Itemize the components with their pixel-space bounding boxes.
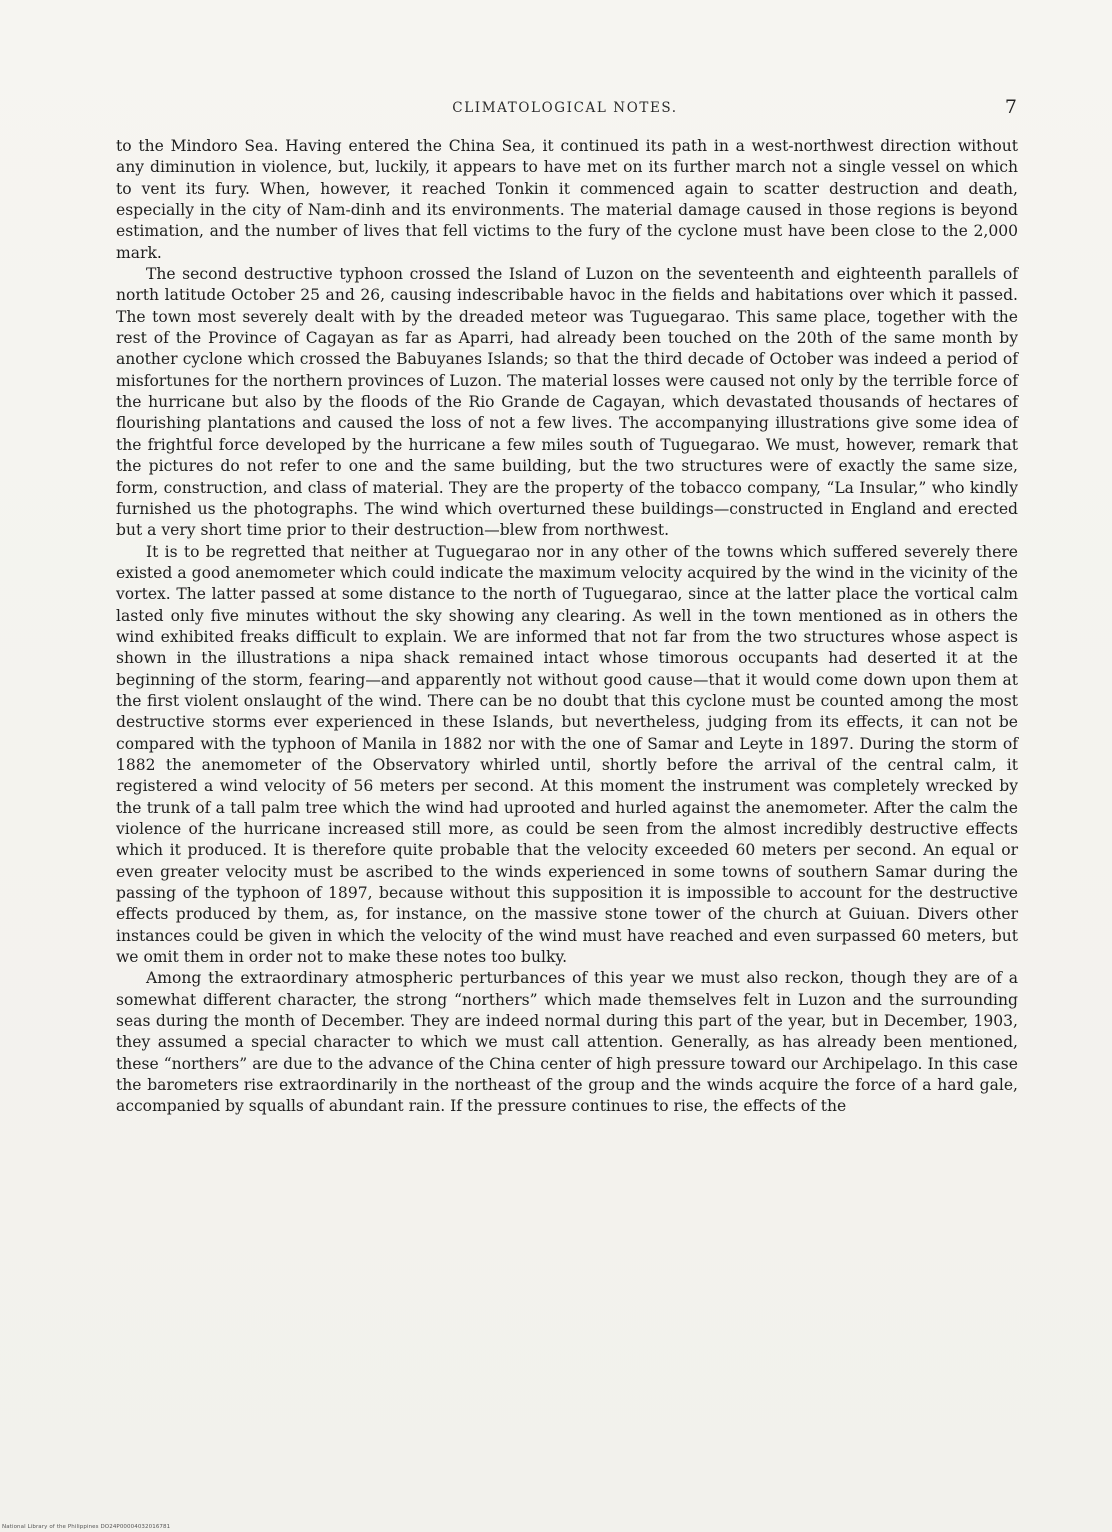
running-title: CLIMATOLOGICAL NOTES.	[452, 100, 678, 116]
body-text	[116, 136, 1018, 1118]
paragraph-continued: to the Mindoro Sea. Having entered the China Sea, it continued its path in a west-northwest direction without any diminution in violence, but, luckily, it appears to have met on its further march not a single vessel on which to vent its fury. When, however, it reached Tonkin it commenced again to scatter destruction and death, especially in the city of Nam-dinh and its environments. The material damage caused in those regions is beyond estimation, and the number of lives that fell victims to the fury of the cyclone must have been close to the 2,000 mark.	[116, 137, 1018, 262]
paragraph-second-typhoon: The second destructive typhoon crossed the Island of Luzon on the seventeenth and eighteenth parallels of north latitude October 25 and 26, causing indescribable havoc in the fields and habitations over which it passed. The town most severely dealt with by the dreaded meteor was Tuguegarao. This same place, together with the rest of the Province of Cagayan as far as Aparri, had already been touched on the 20th of the same month by another cyclone which crossed the Babuyanes Islands; so that the third decade of October was indeed a period of misfortunes for the northern provinces of Luzon. The material losses were caused not only by the terrible force of the hurricane but also by the floods of the Rio Grande de Cagayan, which devastated thousands of hectares of flourishing plantations and caused the loss of not a few lives. The accompanying illustrations give some idea of the frightful force developed by the hurricane a few miles south of Tuguegarao. We must, however, remark that the pictures do not refer to one and the same building, but the two structures were of exactly the same size, form, construction, and class of material. They are the property of the tobacco company, “La Insular,” who kindly furnished us the photographs. The wind which overturned these buildings—constructed in England and erected but a very short time prior to their destruction—blew from northwest.	[116, 265, 1018, 540]
running-head	[115, 96, 1015, 126]
paragraph-anemometer: It is to be regretted that neither at Tuguegarao nor in any other of the towns which suffered severely there existed a good anemometer which could indicate the maximum velocity acquired by the wind in the vicinity of the vortex. The latter passed at some distance to the north of Tuguegarao, since at the latter place the vortical calm lasted only five minutes without the sky showing any clearing. As well in the town mentioned as in others the wind exhibited freaks difficult to explain. We are informed that not far from the two structures whose aspect is shown in the illustrations a nipa shack remained intact whose timorous occupants had deserted it at the beginning of the storm, fearing—and apparently not without good cause—that it would come down upon them at the first violent onslaught of the wind. There can be no doubt that this cyclone must be counted among the most destructive storms ever experienced in these Islands, but nevertheless, judging from its effects, it can not be compared with the typhoon of Manila in 1882 nor with the one of Samar and Leyte in 1897. During the storm of 1882 the anemometer of the Observatory whirled until, shortly before the arrival of the central calm, it registered a wind velocity of 56 meters per second. At this moment the instrument was completely wrecked by the trunk of a tall palm tree which the wind had uprooted and hurled against the anemometer. After the calm the violence of the hurricane increased still more, as could be seen from the almost incredibly destructive effects which it produced. It is therefore quite probable that the velocity exceeded 60 meters per second. An equal or even greater velocity must be ascribed to the winds experienced in some towns of southern Samar during the passing of the typhoon of 1897, because without this supposition it is impossible to account for the destructive effects produced by them, as, for instance, on the massive stone tower of the church at Guiuan. Divers other instances could be given in which the velocity of the wind must have reached and even surpassed 60 meters, but we omit them in order not to make these notes too bulky.	[116, 542, 1018, 967]
paragraph-northers: Among the extraordinary atmospheric perturbances of this year we must also reckon, though they are of a somewhat different character, the strong “northers” which made themselves felt in Luzon and the surrounding seas during the month of December. They are indeed normal during this part of the year, but in December, 1903, they assumed a special character to which we must call attention. Generally, as has already been mentioned, these “northers” are due to the advance of the China center of high pressure toward our Archipelago. In this case the barometers rise extraordinarily in the northeast of the group and the winds acquire the force of a hard gale, accompanied by squalls of abundant rain. If the pressure continues to rise, the effects of the	[116, 969, 1018, 1116]
page-number: 7	[1004, 96, 1017, 118]
scan-footer-note: National Library of the Philippines DO24P00004032016781	[2, 1524, 171, 1530]
